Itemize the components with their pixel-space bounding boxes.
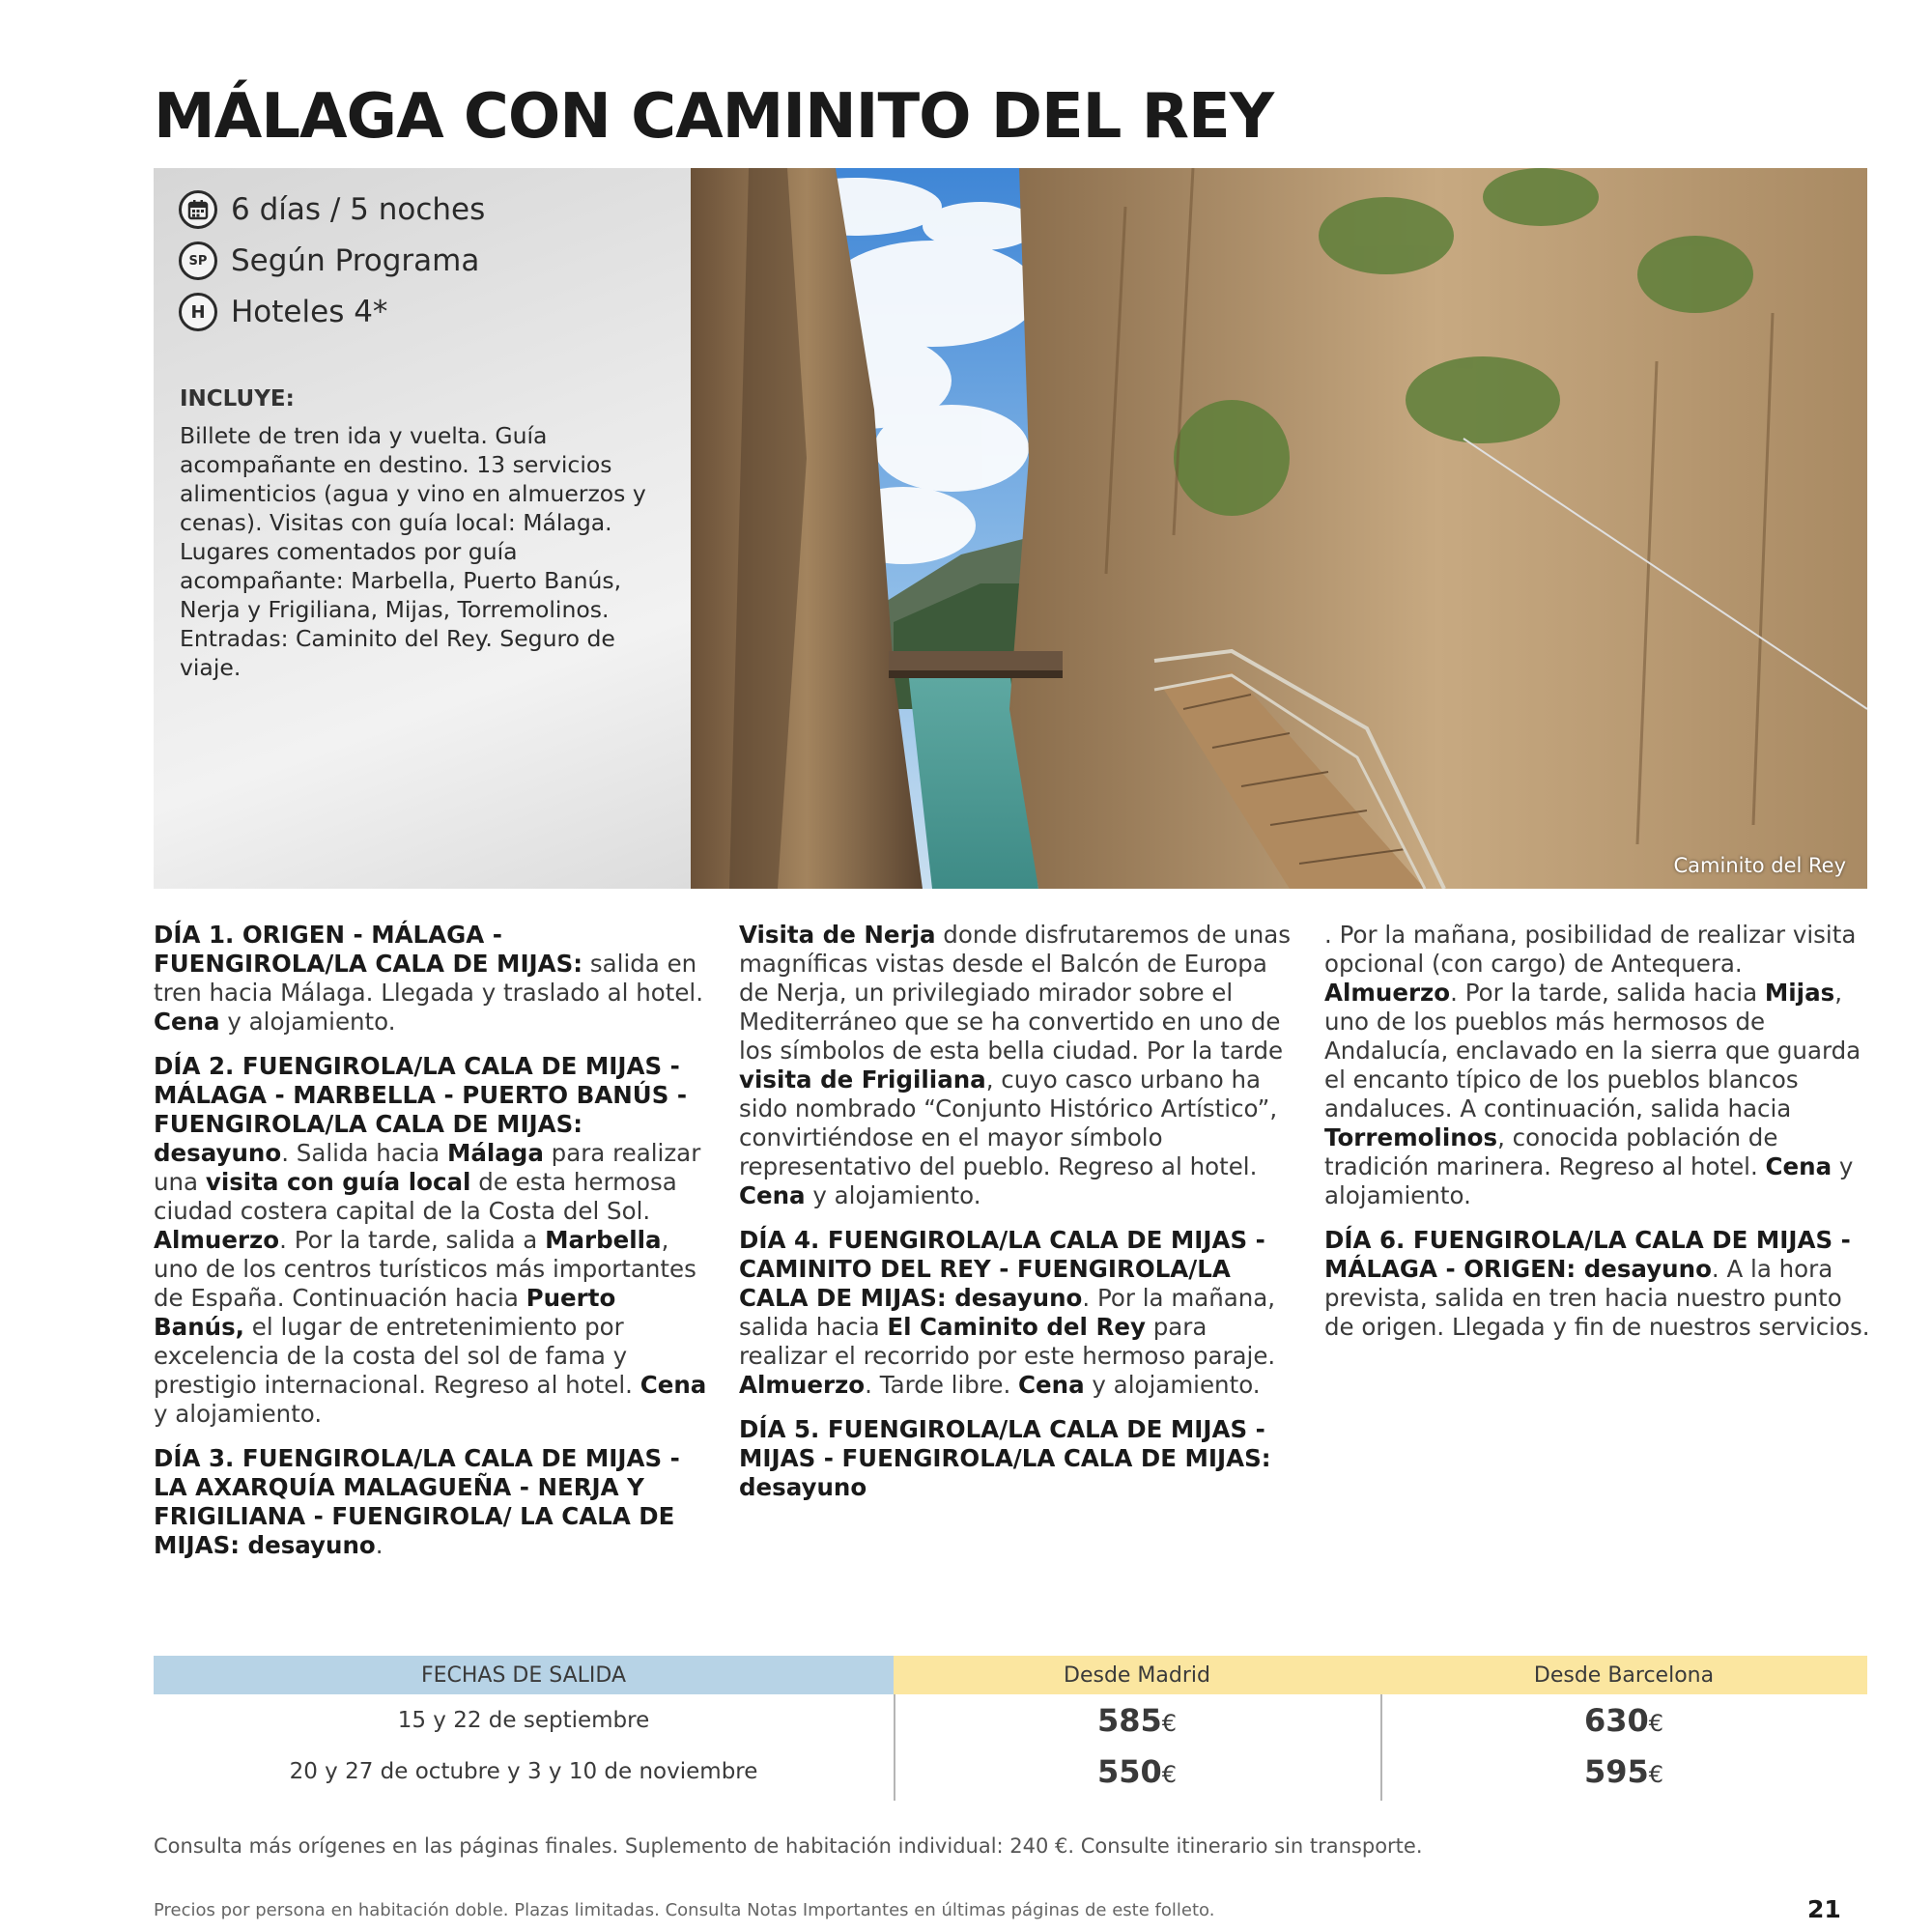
page-number: 21	[1807, 1895, 1841, 1923]
price-table	[154, 1656, 1867, 1801]
footer-note: Precios por persona en habitación doble. Plazas limitadas. Consulta Notas Importantes en últimas páginas de este folleto.	[154, 1900, 1215, 1920]
row-2-dates: 20 y 27 de octubre y 3 y 10 de noviembre	[289, 1759, 758, 1784]
duration-row	[179, 187, 485, 232]
header-departure-dates: FECHAS DE SALIDA	[154, 1656, 894, 1694]
row-1-price-barcelona: 630€	[1583, 1702, 1664, 1739]
day-4: DÍA 4. FUENGIROLA/LA CALA DE MIJAS - CAMINITO DEL REY - FUENGIROLA/LA CALA DE MIJAS: desayuno. Por la mañana, salida hacia El Caminito del Rey para realizar el recorrido por este hermoso paraje. Almuerzo. Tarde libre. Cena y alojamiento.	[739, 1226, 1276, 1399]
duration-text: 6 días / 5 noches	[231, 192, 486, 227]
hotel-icon: H	[179, 293, 217, 331]
row-1-price-madrid: 585€	[1096, 1702, 1178, 1739]
day-5-continued: . Por la mañana, posibilidad de realizar visita opcional (con cargo) de Antequera. Almuerzo. Por la tarde, salida hacia Mijas, uno de los pueblos más hermosos de Andalucía, enclavado en la sierra que guarda el encanto típico de los pueblos blancos andaluces. A continuación, salida hacia Torremolinos, conocida población de tradición marinera. Regreso al hotel. Cena y alojamiento.	[1324, 921, 1861, 1209]
meal-plan-icon: SP	[179, 242, 217, 280]
hotels-row	[179, 290, 387, 334]
itinerary-column-1	[154, 921, 714, 1576]
caminito-del-rey-photo	[691, 168, 1867, 889]
day-2: DÍA 2. FUENGIROLA/LA CALA DE MIJAS - MÁLAGA - MARBELLA - PUERTO BANÚS - FUENGIROLA/LA CALA DE MIJAS: desayuno. Salida hacia Málaga para realizar una visita con guía local de esta hermosa ciudad costera capital de la Costa del Sol. Almuerzo. Por la tarde, salida a Marbella, uno de los centros turísticos más importantes de España. Continuación hacia Puerto Banús, el lugar de entretenimiento por excelencia de la costa del sol de fama y prestigio internacional. Regreso al hotel. Cena y alojamiento.	[154, 1052, 707, 1428]
row-2-price-barcelona: 595€	[1583, 1753, 1664, 1790]
meals-row	[179, 239, 479, 283]
info-box	[154, 168, 691, 889]
gorge-illustration	[691, 168, 1867, 889]
includes-text: Billete de tren ida y vuelta. Guía acompañante en destino. 13 servicios alimenticios (agua y vino en almuerzos y cenas). Visitas con guía local: Málaga. Lugares comentados por guía acompañante: Marbella, Puerto Banús, Nerja y Frigiliana, Mijas, Torremolinos. Entradas: Caminito del Rey. Seguro de viaje.	[180, 422, 646, 681]
row-2-price-madrid: 550€	[1096, 1753, 1178, 1790]
day-3-start: DÍA 3. FUENGIROLA/LA CALA DE MIJAS - LA AXARQUÍA MALAGUEÑA - NERJA Y FRIGILIANA - FUENGIROLA/ LA CALA DE MIJAS: desayuno.	[154, 1444, 680, 1559]
calendar-icon	[179, 190, 217, 229]
day-1: DÍA 1. ORIGEN - MÁLAGA - FUENGIROLA/LA CALA DE MIJAS: salida en tren hacia Málaga. Llegada y traslado al hotel. Cena y alojamiento.	[154, 921, 704, 1036]
photo-caption: Caminito del Rey	[1673, 854, 1846, 877]
page-title: MÁLAGA CON CAMINITO DEL REY	[154, 81, 1274, 153]
origins-note: Consulta más orígenes en las páginas finales. Suplemento de habitación individual: 240 €. Consulte itinerario sin transporte.	[154, 1834, 1423, 1858]
day-5-start: DÍA 5. FUENGIROLA/LA CALA DE MIJAS - MIJAS - FUENGIROLA/LA CALA DE MIJAS: desayuno	[739, 1415, 1271, 1501]
itinerary-column-3	[1324, 921, 1871, 1357]
includes-heading: INCLUYE:	[180, 386, 295, 412]
header-from-barcelona: Desde Barcelona	[1533, 1662, 1715, 1688]
day-6: DÍA 6. FUENGIROLA/LA CALA DE MIJAS - MÁLAGA - ORIGEN: desayuno. A la hora prevista, salida en tren hacia nuestro punto de origen. Llegada y fin de nuestros servicios.	[1324, 1226, 1870, 1341]
row-1-dates: 15 y 22 de septiembre	[397, 1708, 650, 1733]
header-from-madrid: Desde Madrid	[1064, 1662, 1210, 1688]
hotels-text: Hoteles 4*	[231, 295, 388, 329]
hero-section	[154, 168, 1867, 889]
meals-text: Según Programa	[231, 243, 480, 278]
day-3-continued: Visita de Nerja donde disfrutaremos de unas magníficas vistas desde el Balcón de Europa de Nerja, un privilegiado mirador sobre el Mediterráneo que se ha convertido en uno de los símbolos de esta bella ciudad. Por la tarde visita de Frigiliana, cuyo casco urbano ha sido nombrado “Conjunto Histórico Artístico”, convirtiéndose en el mayor símbolo representativo del pueblo. Regreso al hotel. Cena y alojamiento.	[739, 921, 1292, 1209]
itinerary-column-2	[739, 921, 1294, 1518]
